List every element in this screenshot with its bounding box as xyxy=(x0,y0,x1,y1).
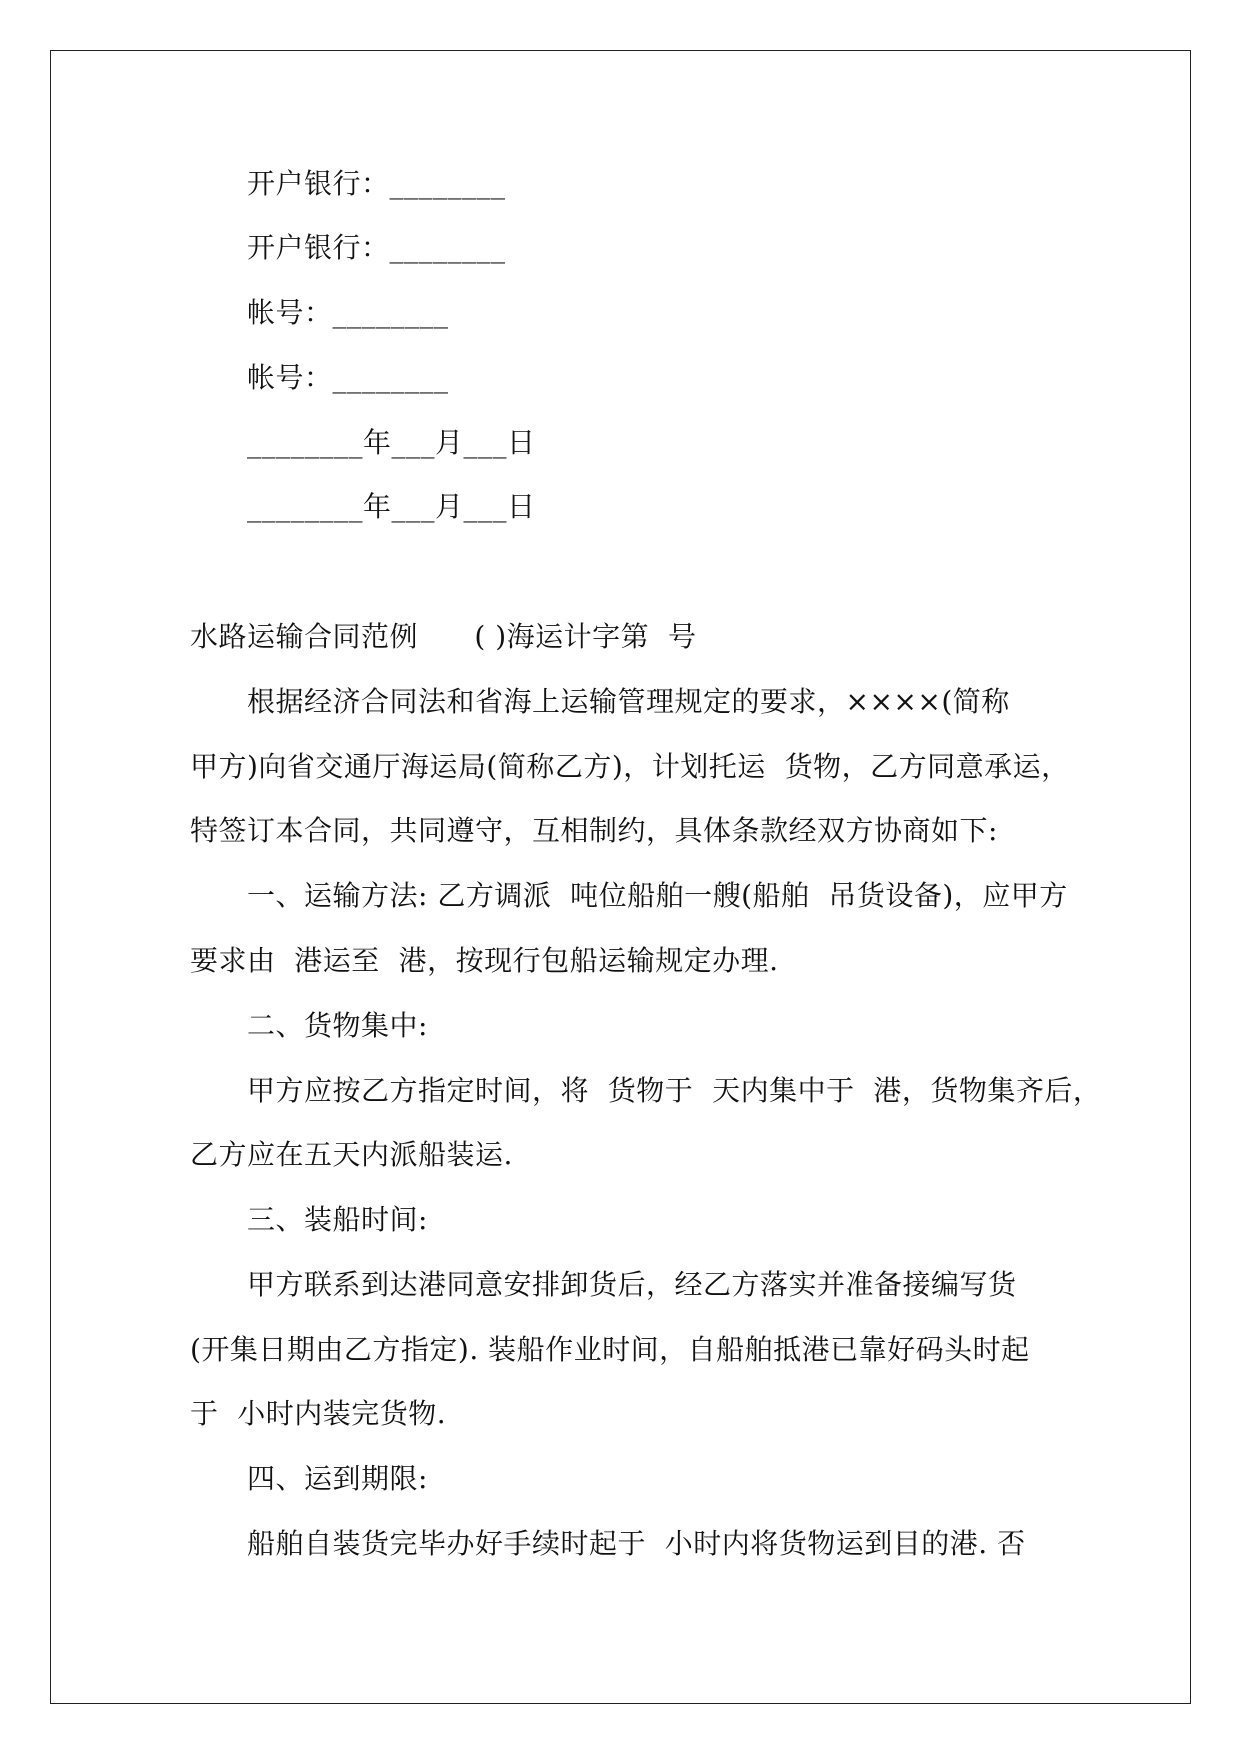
contract-title: 水路运输合同范例 ( )海运计字第 号 xyxy=(190,620,697,653)
body-line: 于 小时内装完货物. xyxy=(190,1397,447,1430)
body-line: 甲方应按乙方指定时间，将 货物于 天内集中于 港，货物集齐后， xyxy=(247,1074,1102,1107)
date-line-party-b: ________年___月___日 xyxy=(247,490,536,523)
body-line: 船舶自装货完毕办好手续时起于 小时内将货物运到目的港. 否 xyxy=(247,1527,1026,1560)
bank-line-party-a: 开户银行：________ xyxy=(247,167,506,200)
body-line: (开集日期由乙方指定). 装船作业时间，自船舶抵港已靠好码头时起 xyxy=(190,1333,1030,1366)
body-line: 要求由 港运至 港，按现行包船运输规定办理. xyxy=(190,944,779,977)
clause-3-heading: 三、装船时间: xyxy=(247,1203,428,1236)
body-line: 特签订本合同，共同遵守，互相制约，具体条款经双方协商如下: xyxy=(190,814,998,847)
body-line: 甲方)向省交通厅海运局(简称乙方)，计划托运 货物，乙方同意承运， xyxy=(190,750,1070,783)
clause-2-heading: 二、货物集中: xyxy=(247,1009,428,1042)
account-line-party-b: 帐号：________ xyxy=(247,361,449,394)
body-line: 甲方联系到达港同意安排卸货后，经乙方落实并准备接编写货 xyxy=(247,1268,1017,1301)
clause-4-heading: 四、运到期限: xyxy=(247,1462,428,1495)
account-line-party-a: 帐号：________ xyxy=(247,296,449,329)
clause-1-heading-line: 一、运输方法: 乙方调派 吨位船舶一艘(船舶 吊货设备)，应甲方 xyxy=(247,879,1068,912)
body-line: 根据经济合同法和省海上运输管理规定的要求，××××(简称 xyxy=(247,685,1010,718)
page-frame xyxy=(50,50,1191,1704)
bank-line-party-b: 开户银行：________ xyxy=(247,231,506,264)
body-line: 乙方应在五天内派船装运. xyxy=(190,1138,513,1171)
date-line-party-a: ________年___月___日 xyxy=(247,426,536,459)
